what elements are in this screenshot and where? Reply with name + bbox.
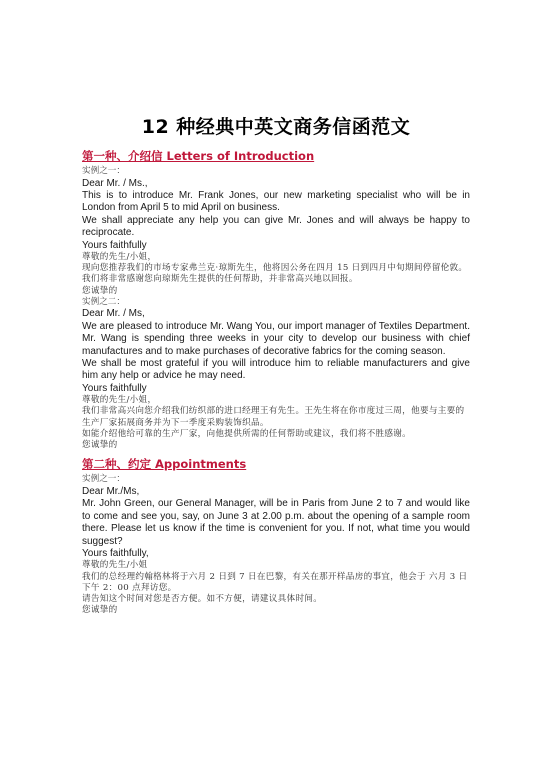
- section-heading-introduction: 第一种、介绍信 Letters of Introduction: [82, 149, 315, 163]
- example-label: 实例之一：: [82, 474, 125, 485]
- zh-paragraph: 现向您推荐我们的市场专家弗兰克·琼斯先生，他将因公务在四月 15 日到四月中旬期间停留伦敦。: [82, 263, 468, 274]
- closing: Yours faithfully,: [82, 547, 149, 559]
- paragraph: We are pleased to introduce Mr. Wang You, our import manager of Textiles Department. Mr. Wang is spending three weeks in your city to develop our business with chief manufactures and to make purchases of decorative fabrics for the coming season.: [82, 320, 470, 357]
- example-label: 实例之二：: [82, 296, 125, 307]
- zh-closing: 您诚挚的: [82, 440, 118, 451]
- zh-closing: 您诚挚的: [82, 605, 118, 616]
- letter-document: [82, 112, 470, 616]
- example-introduction-1: [82, 166, 470, 297]
- section-heading-appointments: 第二种、约定 Appointments: [82, 457, 247, 472]
- zh-paragraph: 请告知这个时间对您是否方便。如不方便，请建议具体时间。: [82, 593, 323, 604]
- closing: Yours faithfully: [82, 382, 147, 394]
- example-label: 实例之一：: [82, 166, 125, 176]
- zh-paragraph: 我们将非常感谢您向琼斯先生提供的任何帮助，并非常高兴地以回报。: [82, 274, 358, 285]
- salutation: Dear Mr. / Ms.,: [82, 177, 148, 189]
- zh-salutation: 尊敬的先生/小姐，: [82, 252, 157, 263]
- example-introduction-2: [82, 297, 470, 451]
- salutation: Dear Mr. / Ms,: [82, 308, 145, 320]
- zh-paragraph: 如能介绍他给可靠的生产厂家，向他提供所需的任何帮助或建议，我们将不胜感谢。: [82, 428, 412, 439]
- zh-paragraph: 我们非常高兴向您介绍我们纺织部的进口经理王有先生。王先生将在你市度过三周，他要与主要的生产厂家拓展商务并为下一季度采购装饰织品。: [82, 406, 465, 428]
- zh-closing: 您诚挚的: [82, 285, 118, 296]
- document-title: 12 种经典中英文商务信函范文: [141, 116, 411, 138]
- paragraph: We shall appreciate any help you can give Mr. Jones and will always be happy to reciprocate.: [82, 214, 470, 239]
- closing: Yours faithfully: [82, 239, 147, 251]
- paragraph: Mr. John Green, our General Manager, will be in Paris from June 2 to 7 and would like to come and see you, say, on June 3 at 2.00 p.m. about the opening of a sample room there. Please let us know if the time is convenient for you. If not, what time you would suggest?: [82, 498, 470, 547]
- zh-paragraph: 我们的总经理约翰格林将于六月 2 日到 7 日在巴黎，有关在那开样品房的事宜，他会于 六月 3 日下午 2：00 点拜访您。: [82, 571, 468, 593]
- zh-salutation: 尊敬的先生/小姐，: [82, 395, 157, 406]
- salutation: Dear Mr./Ms,: [82, 485, 140, 497]
- paragraph: This is to introduce Mr. Frank Jones, our new marketing specialist who will be in London from April 5 to mid April on business.: [82, 190, 470, 214]
- paragraph: We shall be most grateful if you will introduce him to reliable manufacturers and give him any help or advice he may need.: [82, 358, 470, 382]
- zh-salutation: 尊敬的先生/小姐: [82, 560, 148, 571]
- example-appointment-1: [82, 474, 470, 616]
